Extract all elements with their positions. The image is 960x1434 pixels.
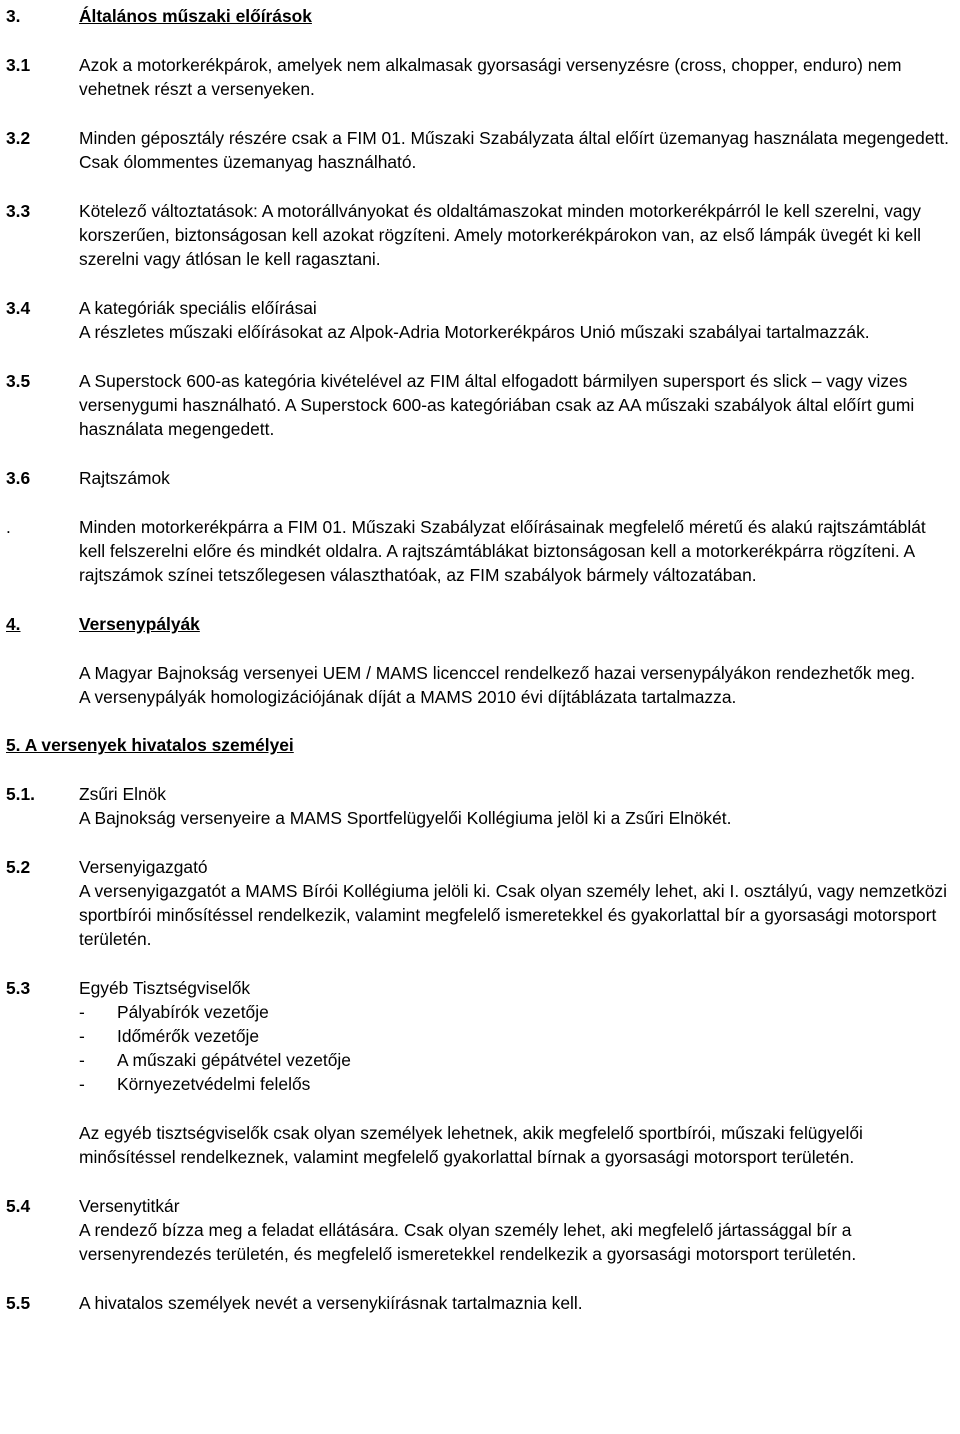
subsection-title: Egyéb Tisztségviselők: [79, 978, 251, 998]
section-5-3-text: [6, 1121, 956, 1169]
paragraph: A versenyigazgatót a MAMS Bírói Kollégiuma jelöli ki. Csak olyan személy lehet, aki I. osztályú, vagy nemzetközi sportbírói minősítéssel rendelkezik, valamint megfelelő ismeretekkel és gyakorlattal bír a gyorsasági motorsport területén.: [79, 881, 947, 949]
section-5-heading: [6, 733, 956, 757]
section-5-4: [6, 1194, 956, 1266]
section-3-6: [6, 466, 956, 490]
section-number: 5.4: [6, 1196, 31, 1216]
section-number: 5.2: [6, 857, 31, 877]
paragraph: Azok a motorkerékpárok, amelyek nem alkalmasak gyorsasági versenyzésre (cross, chopper, enduro) nem vehetnek részt a versenyeken.: [79, 55, 902, 99]
subsection-title: A kategóriák speciális előírásai: [79, 298, 317, 318]
section-3-2: [6, 126, 956, 174]
subsection-title: Rajtszámok: [79, 468, 170, 488]
list-item: - A műszaki gépátvétel vezetője: [79, 1050, 351, 1070]
paragraph: Minden motorkerékpárra a FIM 01. Műszaki Szabályzat előírásainak megfelelő méretű és alakú rajtszámtáblát kell felszerelni előre és mindkét oldalra. A rajtszámtáblákat biztonságosan kell a motorkerékpárra rögzíteni. A rajtszámok színei tetszőlegesen választhatóak, az FIM szabályok bármely változatában.: [79, 517, 926, 585]
paragraph: A Magyar Bajnokság versenyei UEM / MAMS licenccel rendelkező hazai versenypályákon rendezhetők meg.: [79, 663, 916, 683]
paragraph: A versenypályák homologizációjának díját a MAMS 2010 évi díjtáblázata tartalmazza.: [79, 687, 737, 707]
paragraph: A Bajnokság versenyeire a MAMS Sportfelügyelői Kollégiuma jelöl ki a Zsűri Elnökét.: [79, 808, 732, 828]
section-number: 3.6: [6, 468, 31, 488]
paragraph: A Superstock 600-as kategória kivételével az FIM által elfogadott bármilyen supersport és slick – vagy vizes versenygumi használható. A Superstock 600-as kategóriában csak az AA műszaki szabályok által előírt gumi használata megengedett.: [79, 371, 915, 439]
dash-bullet: -: [79, 1074, 85, 1094]
section-number: 3.1: [6, 55, 31, 75]
section-5-2: [6, 855, 956, 951]
paragraph: Az egyéb tisztségviselők csak olyan személyek lehetnek, akik megfelelő sportbírói, műszaki felügyelői minősítéssel rendelkeznek, valamint megfelelő gyakorlattal bírnak a gyorsasági motorsport területén.: [79, 1123, 863, 1167]
dash-bullet: -: [79, 1002, 85, 1022]
section-title: Versenypályák: [79, 614, 200, 634]
section-number: 3.3: [6, 201, 31, 221]
section-number: 5.5: [6, 1293, 31, 1313]
list-item: - Időmérők vezetője: [79, 1026, 260, 1046]
paragraph: A részletes műszaki előírásokat az Alpok-Adria Motorkerékpáros Unió műszaki szabályai tartalmazzák.: [79, 322, 870, 342]
dash-bullet: -: [79, 1026, 85, 1046]
section-5-3: [6, 976, 956, 1096]
paragraph: A rendező bízza meg a feladat ellátására. Csak olyan személy lehet, aki megfelelő jártassággal bír a versenyrendezés területén, és megfelelő ismeretekkel rendelkezik a gyorsasági motorsport területén.: [79, 1220, 857, 1264]
section-4-heading: [6, 612, 956, 636]
section-3-heading: [6, 4, 956, 28]
list-item: - Környezetvédelmi felelős: [79, 1074, 311, 1094]
section-number: 5.1.: [6, 784, 36, 804]
section-4-text: [6, 661, 956, 709]
paragraph: Kötelező változtatások: A motorállványokat és oldaltámaszokat minden motorkerékpárról le kell szerelni, vagy korszerűen, biztonságosan kell azokat rögzíteni. Amely motorkerékpárokon van, az első lámpák üvegét ki kell szerelni vagy átlósan le kell ragasztani.: [79, 201, 921, 269]
section-3-1: [6, 53, 956, 101]
section-number: 3.2: [6, 128, 31, 148]
section-number: 3.4: [6, 298, 31, 318]
document-page: [6, 4, 956, 1315]
subsection-title: Versenyigazgató: [79, 857, 208, 877]
section-3-4: [6, 296, 956, 344]
section-5-1: [6, 782, 956, 830]
section-5-5: [6, 1291, 956, 1315]
section-number: 3.5: [6, 371, 31, 391]
section-number: 5.3: [6, 978, 31, 998]
section-number: 4.: [6, 614, 21, 634]
section-title: Általános műszaki előírások: [79, 6, 312, 26]
dash-bullet: -: [79, 1050, 85, 1070]
subsection-title: Zsűri Elnök: [79, 784, 166, 804]
section-number: 3.: [6, 6, 21, 26]
section-number: .: [6, 517, 11, 537]
section-3-6-text: [6, 515, 956, 587]
list-item: - Pályabírók vezetője: [79, 1002, 269, 1022]
paragraph: Minden géposztály részére csak a FIM 01. Műszaki Szabályzata által előírt üzemanyag használata megengedett. Csak ólommentes üzemanyag használható.: [79, 128, 949, 172]
section-3-5: [6, 369, 956, 441]
paragraph: A hivatalos személyek nevét a versenykiírásnak tartalmaznia kell.: [79, 1293, 583, 1313]
section-3-3: [6, 199, 956, 271]
section-title: 5. A versenyek hivatalos személyei: [6, 735, 294, 755]
subsection-title: Versenytitkár: [79, 1196, 180, 1216]
